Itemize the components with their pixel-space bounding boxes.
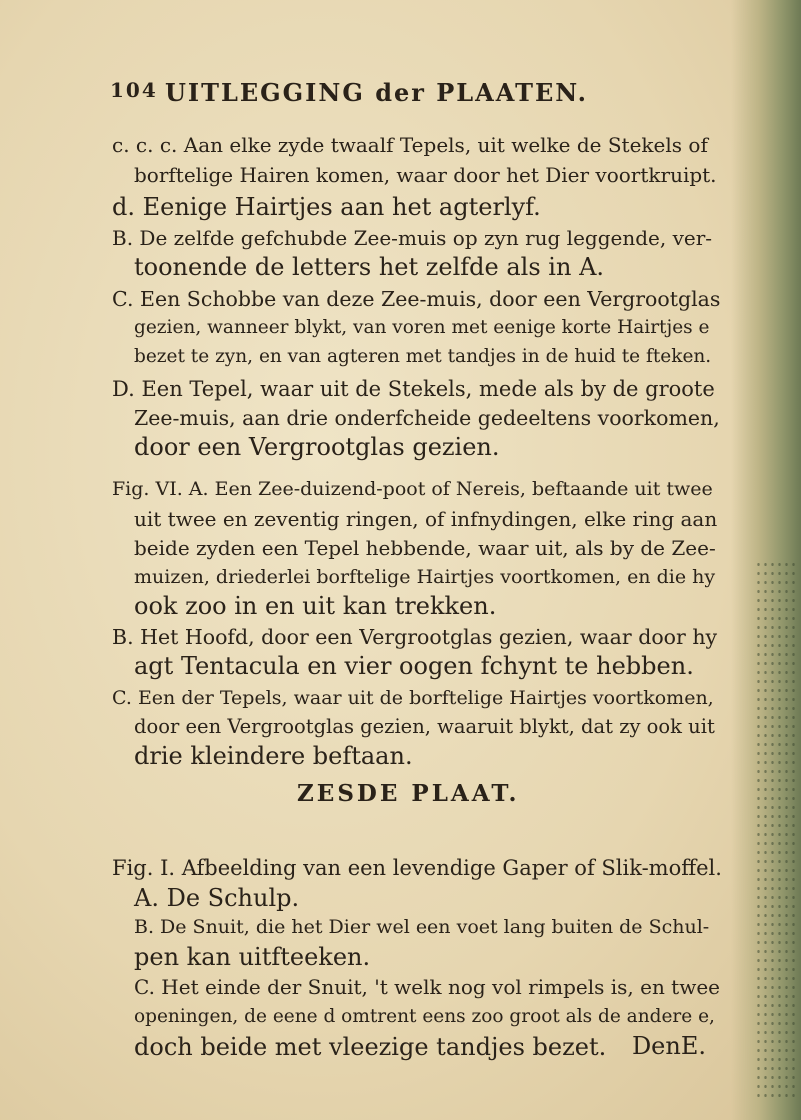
page-edge-shadow (731, 0, 801, 1120)
text-line: doch beide met vleezige tandjes bezet. (134, 1033, 607, 1061)
text-line: D. Een Tepel, waar uit de Stekels, mede als by de groote (112, 377, 715, 401)
text-line: c. c. c. Aan elke zyde twaalf Tepels, uit welke de Stekels of (112, 133, 708, 157)
text-line: Zee-muis, aan drie onderfcheide gedeeltens voorkomen, (134, 406, 720, 430)
text-line: drie kleindere beftaan. (134, 742, 413, 770)
text-line: B. De zelfde gefchubde Zee-muis op zyn rug leggende, ver- (112, 226, 713, 250)
running-title: UITLEGGING der PLAATEN. (165, 78, 589, 107)
text-line: muizen, driederlei borftelige Hairtjes voortkomen, en die hy (134, 566, 716, 588)
text-line: A. De Schulp. (134, 884, 300, 912)
text-line: ook zoo in en uit kan trekken. (134, 592, 497, 620)
text-line: borftelige Hairen komen, waar door het Dier voortkruipt. (134, 163, 717, 187)
text-line: C. Een Schobbe van deze Zee-muis, door een Vergrootglas (112, 287, 721, 311)
text-line: toonende de letters het zelfde als in A. (134, 253, 605, 281)
edge-speckle (755, 560, 795, 1100)
text-line: B. Het Hoofd, door een Vergrootglas gezien, waar door hy (112, 625, 718, 649)
text-line: agt Tentacula en vier oogen fchynt te hebben. (134, 652, 694, 680)
text-line: C. Een der Tepels, waar uit de borftelige Hairtjes voortkomen, (112, 687, 714, 709)
text-line: Fig. VI. A. Een Zee-duizend-poot of Nereis, beftaande uit twee (112, 478, 713, 500)
text-line: gezien, wanneer blykt, van voren met eenige korte Hairtjes e (134, 317, 710, 338)
text-line: door een Vergrootglas gezien, waaruit blykt, dat zy ook uit (134, 715, 715, 738)
text-line: Fig. I. Afbeelding van een levendige Gaper of Slik-moffel. (112, 856, 722, 880)
running-header (110, 78, 730, 112)
page-number: 104 (110, 78, 158, 102)
section-heading: ZESDE PLAAT. (297, 780, 520, 807)
text-line: B. De Snuit, die het Dier wel een voet lang buiten de Schul- (134, 916, 710, 938)
text-line: openingen, de eene d omtrent eens zoo groot als de andere e, (134, 1006, 715, 1027)
text-line: bezet te zyn, en van agteren met tandjes in de huid te fteken. (134, 346, 712, 367)
text-line: d. Eenige Hairtjes aan het agterlyf. (112, 193, 541, 221)
text-line: door een Vergrootglas gezien. (134, 433, 500, 461)
catchword: DenE. (631, 1032, 706, 1060)
text-line: uit twee en zeventig ringen, of infnydingen, elke ring aan (134, 507, 718, 531)
text-line: pen kan uitfteeken. (134, 943, 371, 971)
text-line: C. Het einde der Snuit, 't welk nog vol rimpels is, en twee (134, 975, 721, 999)
text-line: beide zyden een Tepel hebbende, waar uit, als by de Zee- (134, 536, 716, 560)
